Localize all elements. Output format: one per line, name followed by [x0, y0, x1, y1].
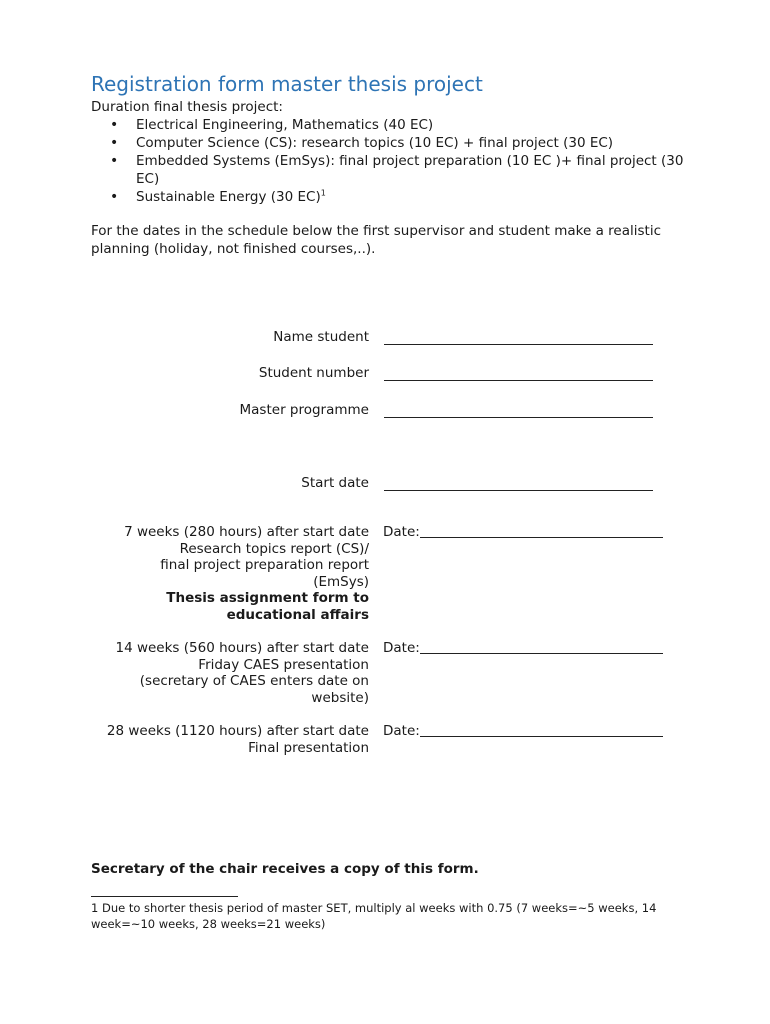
- programme-list: [91, 116, 691, 206]
- footnote: 1 Due to shorter thesis period of master SET, multiply al weeks with 0.75 (7 weeks=~5 weeks, 14 week=~10 weeks, 28 weeks=21 weeks): [91, 901, 657, 931]
- name-student-label: Name student: [273, 329, 369, 345]
- start-date-label: Start date: [301, 475, 369, 491]
- master-programme-field[interactable]: [384, 417, 653, 418]
- list-item: • Computer Science (CS): research topics (10 EC) + final project (30 EC): [136, 134, 691, 152]
- secretary-note: Secretary of the chair receives a copy of this form.: [91, 861, 479, 877]
- date-line[interactable]: [420, 537, 663, 538]
- duration-section: [91, 98, 691, 206]
- date-field-14-weeks[interactable]: Date:: [383, 640, 663, 657]
- milestone-28-weeks: 28 weeks (1120 hours) after start date Final presentation: [106, 723, 369, 756]
- master-programme-label: Master programme: [239, 402, 369, 418]
- duration-heading: Duration final thesis project:: [91, 99, 283, 115]
- list-item: • Electrical Engineering, Mathematics (40 EC): [136, 116, 691, 134]
- start-date-field[interactable]: [384, 490, 653, 491]
- milestone-7-weeks: 7 weeks (280 hours) after start date Research topics report (CS)/ final project preparation report (EmSys) Thesis assignment form to educational affairs: [124, 524, 369, 623]
- footnote-divider: [91, 896, 238, 897]
- milestone-14-weeks: 14 weeks (560 hours) after start date Friday CAES presentation (secretary of CAES enters date on website): [115, 640, 369, 706]
- student-number-label: Student number: [258, 365, 369, 381]
- planning-note: For the dates in the schedule below the first supervisor and student make a realistic planning (holiday, not finished courses,..).: [91, 223, 661, 257]
- list-item: • Sustainable Energy (30 EC)$^1$: [136, 188, 691, 206]
- list-item: • Embedded Systems (EmSys): final project preparation (10 EC )+ final project (30 EC): [136, 152, 691, 188]
- student-number-field[interactable]: [384, 380, 653, 381]
- page-title: Registration form master thesis project: [91, 72, 483, 96]
- name-student-field[interactable]: [384, 344, 653, 345]
- date-field-7-weeks[interactable]: Date:: [383, 524, 663, 541]
- date-line[interactable]: [420, 653, 663, 654]
- footnote-ref: 1: [320, 188, 326, 198]
- date-field-28-weeks[interactable]: Date:: [383, 723, 663, 740]
- date-line[interactable]: [420, 736, 663, 737]
